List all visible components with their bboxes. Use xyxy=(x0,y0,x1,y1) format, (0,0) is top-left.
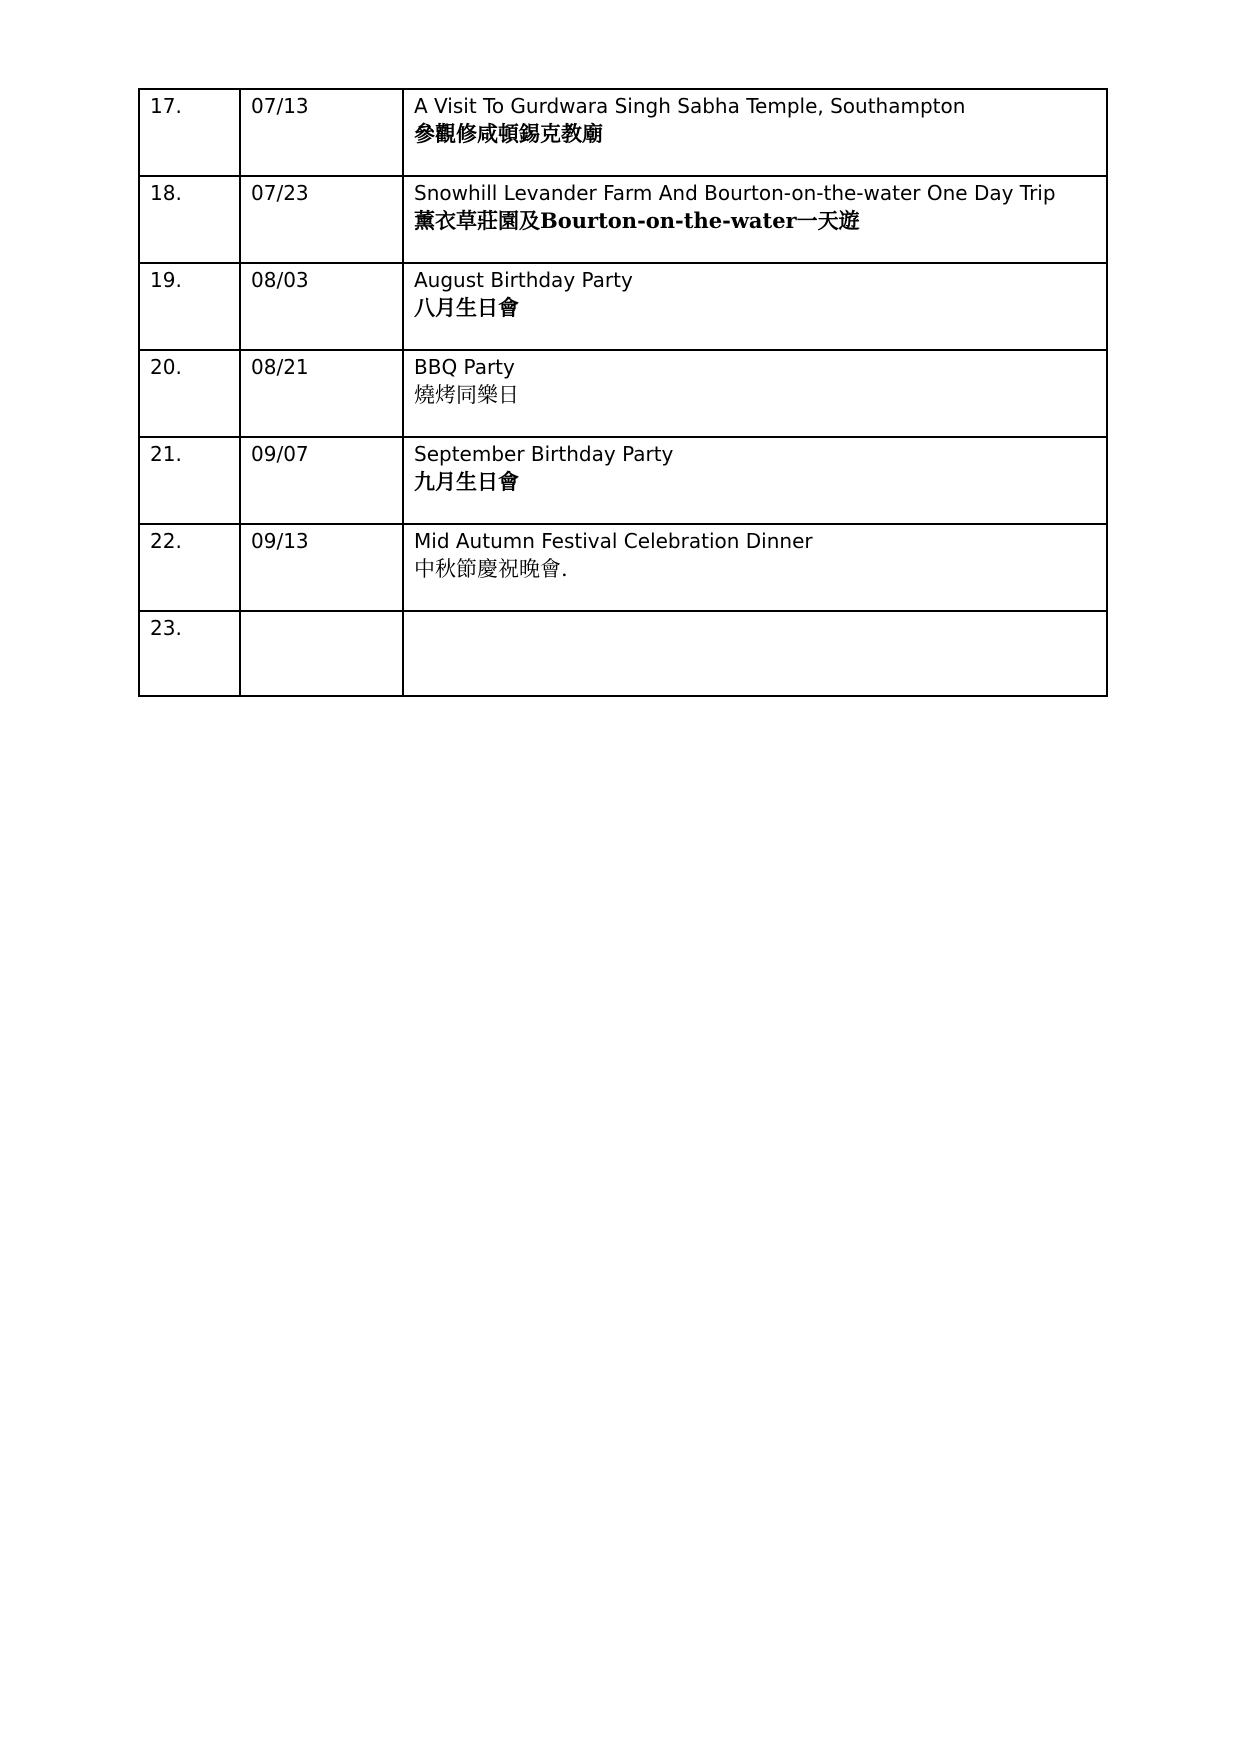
date-cell: 09/13 xyxy=(240,524,403,611)
table-row xyxy=(139,524,1107,611)
event-title-en: Snowhill Levander Farm And Bourton-on-the-water One Day Trip xyxy=(414,181,1056,205)
row-number-cell: 23. xyxy=(139,611,240,696)
event-cell xyxy=(403,89,1107,176)
event-title-en: Mid Autumn Festival Celebration Dinner xyxy=(414,529,813,553)
event-cell xyxy=(403,350,1107,437)
row-number-cell: 17. xyxy=(139,89,240,176)
date-cell: 07/23 xyxy=(240,176,403,263)
event-cell xyxy=(403,611,1107,696)
event-schedule-table xyxy=(138,88,1108,697)
event-cell xyxy=(403,176,1107,263)
event-title-zh: 九月生日會 xyxy=(414,469,519,494)
table-row xyxy=(139,350,1107,437)
row-number-cell: 19. xyxy=(139,263,240,350)
table-row xyxy=(139,611,1107,696)
event-title-en: A Visit To Gurdwara Singh Sabha Temple, Southampton xyxy=(414,94,966,118)
date-cell: 07/13 xyxy=(240,89,403,176)
row-number-cell: 21. xyxy=(139,437,240,524)
table-row xyxy=(139,263,1107,350)
event-title-en: BBQ Party xyxy=(414,355,515,379)
date-cell: 08/03 xyxy=(240,263,403,350)
event-title-zh: 燒烤同樂日 xyxy=(414,383,519,407)
date-cell: 08/21 xyxy=(240,350,403,437)
row-number-cell: 20. xyxy=(139,350,240,437)
table-row xyxy=(139,89,1107,176)
date-cell: 09/07 xyxy=(240,437,403,524)
event-title-zh: 中秋節慶祝晚會. xyxy=(414,557,568,581)
table-row xyxy=(139,176,1107,263)
row-number-cell: 22. xyxy=(139,524,240,611)
event-cell xyxy=(403,437,1107,524)
event-title-zh: 參觀修咸頓錫克教廟 xyxy=(414,121,603,146)
event-cell xyxy=(403,524,1107,611)
row-number-cell: 18. xyxy=(139,176,240,263)
event-title-en: September Birthday Party xyxy=(414,442,674,466)
event-title-en: August Birthday Party xyxy=(414,268,633,292)
table-row xyxy=(139,437,1107,524)
date-cell xyxy=(240,611,403,696)
event-title-zh: 八月生日會 xyxy=(414,295,519,320)
event-cell xyxy=(403,263,1107,350)
event-title-zh: 薰衣草莊園及Bourton-on-the-water一天遊 xyxy=(414,208,860,233)
